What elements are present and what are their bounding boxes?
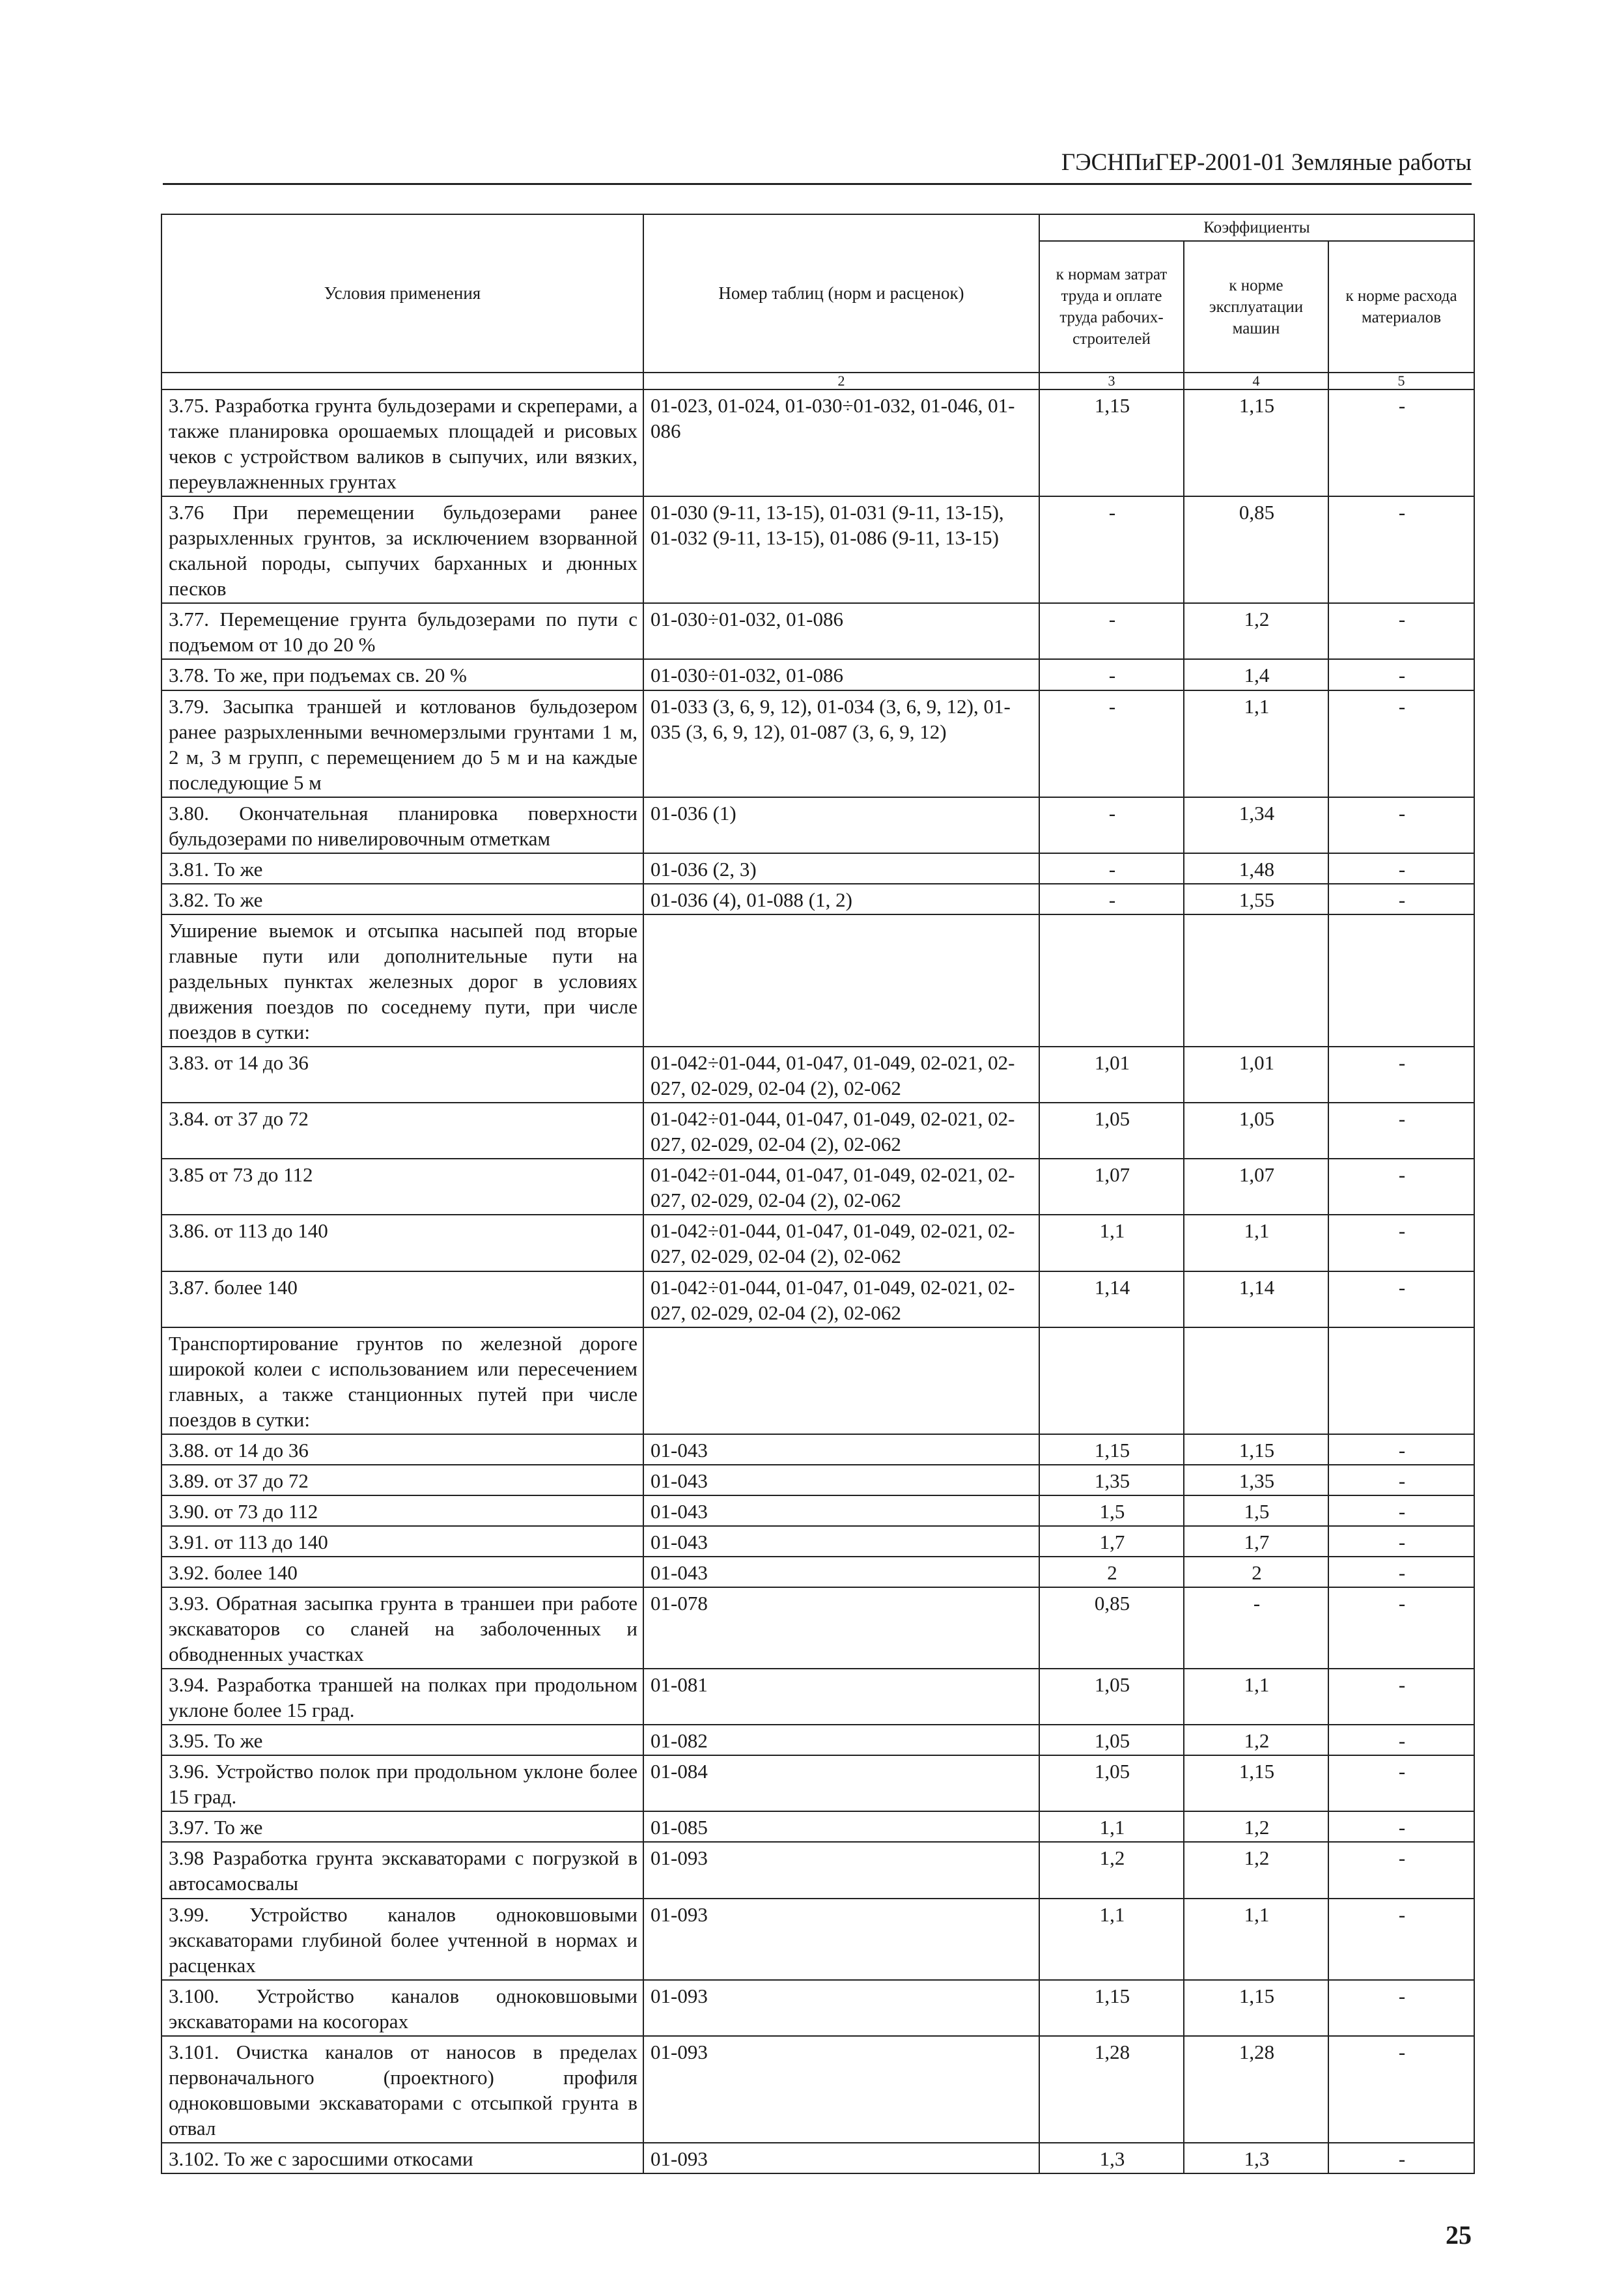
condition-cell: Уширение выемок и отсыпка насыпей под вторые главные пути или дополнительные пути на раздельных пунктах железных дорог в условиях движения поездов по соседнему пути, при числе поездов в сутки: (161, 914, 643, 1047)
machines-coefficient-cell: 1,15 (1184, 389, 1328, 496)
labor-coefficient-cell: 1,07 (1039, 1159, 1184, 1215)
labor-coefficient-cell: 1,05 (1039, 1103, 1184, 1159)
materials-coefficient-cell: - (1328, 1434, 1474, 1465)
table-row (161, 659, 1474, 690)
table-row (161, 1215, 1474, 1271)
table-row (161, 1495, 1474, 1526)
materials-coefficient-cell: - (1328, 690, 1474, 797)
labor-coefficient-cell: 1,3 (1039, 2143, 1184, 2173)
table-row (161, 1465, 1474, 1495)
tables-cell: 01-036 (4), 01-088 (1, 2) (643, 884, 1039, 914)
tables-cell: 01-093 (643, 1842, 1039, 1898)
condition-cell: Транспортирование грунтов по железной дороге широкой колеи с использованием или пересечением главных, а также станционных путей при числе поездов в сутки: (161, 1327, 643, 1434)
table-row (161, 1587, 1474, 1669)
tables-cell: 01-082 (643, 1725, 1039, 1755)
machines-coefficient-cell (1184, 1327, 1328, 1434)
column-numbers-row (161, 373, 1474, 389)
machines-coefficient-cell: 0,85 (1184, 496, 1328, 603)
materials-coefficient-cell: - (1328, 1495, 1474, 1526)
table-row (161, 884, 1474, 914)
materials-coefficient-cell: - (1328, 853, 1474, 884)
tables-cell: 01-081 (643, 1669, 1039, 1725)
column-number: 3 (1039, 373, 1184, 389)
materials-coefficient-cell: - (1328, 1755, 1474, 1811)
materials-coefficient-cell: - (1328, 1980, 1474, 2036)
tables-cell: 01-023, 01-024, 01-030÷01-032, 01-046, 01-086 (643, 389, 1039, 496)
machines-coefficient-cell: 1,14 (1184, 1271, 1328, 1327)
labor-coefficient-cell: - (1039, 690, 1184, 797)
labor-coefficient-cell: 1,35 (1039, 1465, 1184, 1495)
tables-cell (643, 914, 1039, 1047)
machines-coefficient-cell: 1,1 (1184, 1669, 1328, 1725)
condition-cell: 3.93. Обратная засыпка грунта в траншеи при работе экскаваторов со сланей на заболоченных и обводненных участках (161, 1587, 643, 1669)
labor-coefficient-cell: 1,7 (1039, 1526, 1184, 1557)
condition-cell: 3.91. от 113 до 140 (161, 1526, 643, 1557)
labor-coefficient-cell: 0,85 (1039, 1587, 1184, 1669)
materials-coefficient-cell: - (1328, 1587, 1474, 1669)
table-row (161, 1899, 1474, 1980)
table-row (161, 389, 1474, 496)
machines-coefficient-cell: 1,1 (1184, 690, 1328, 797)
condition-cell: 3.87. более 140 (161, 1271, 643, 1327)
materials-coefficient-cell: - (1328, 1526, 1474, 1557)
materials-coefficient-cell: - (1328, 1159, 1474, 1215)
condition-cell: 3.77. Перемещение грунта бульдозерами по пути с подъемом от 10 до 20 % (161, 603, 643, 659)
labor-coefficient-cell: - (1039, 496, 1184, 603)
condition-cell: 3.102. То же с заросшими откосами (161, 2143, 643, 2173)
table-row (161, 1557, 1474, 1587)
materials-coefficient-cell: - (1328, 603, 1474, 659)
labor-coefficient-cell: 1,05 (1039, 1725, 1184, 1755)
tables-cell: 01-033 (3, 6, 9, 12), 01-034 (3, 6, 9, 12), 01-035 (3, 6, 9, 12), 01-087 (3, 6, 9, 12) (643, 690, 1039, 797)
materials-coefficient-cell: - (1328, 2143, 1474, 2173)
labor-coefficient-cell: - (1039, 884, 1184, 914)
labor-coefficient-cell: 1,1 (1039, 1215, 1184, 1271)
table-row (161, 1103, 1474, 1159)
machines-coefficient-cell: 1,2 (1184, 1842, 1328, 1898)
tables-cell: 01-030 (9-11, 13-15), 01-031 (9-11, 13-15), 01-032 (9-11, 13-15), 01-086 (9-11, 13-15) (643, 496, 1039, 603)
machines-coefficient-cell: 2 (1184, 1557, 1328, 1587)
labor-coefficient-cell: 1,05 (1039, 1755, 1184, 1811)
condition-cell: 3.89. от 37 до 72 (161, 1465, 643, 1495)
labor-coefficient-cell: 1,05 (1039, 1669, 1184, 1725)
labor-coefficient-cell: 1,1 (1039, 1899, 1184, 1980)
materials-coefficient-cell: - (1328, 884, 1474, 914)
tables-cell: 01-043 (643, 1526, 1039, 1557)
header-conditions: Условия применения (161, 214, 643, 373)
table-row (161, 690, 1474, 797)
table-row (161, 603, 1474, 659)
materials-coefficient-cell (1328, 1327, 1474, 1434)
condition-cell: 3.76 При перемещении бульдозерами ранее разрыхленных грунтов, за исключением взорванной скальной породы, сыпучих барханных и дюнных песков (161, 496, 643, 603)
labor-coefficient-cell: 1,2 (1039, 1842, 1184, 1898)
condition-cell: 3.78. То же, при подъемах св. 20 % (161, 659, 643, 690)
labor-coefficient-cell: 2 (1039, 1557, 1184, 1587)
condition-cell: 3.99. Устройство каналов одноковшовыми экскаваторами глубиной более учтенной в нормах и расценках (161, 1899, 643, 1980)
coefficients-table (161, 214, 1475, 2174)
materials-coefficient-cell: - (1328, 1047, 1474, 1103)
machines-coefficient-cell: 1,3 (1184, 2143, 1328, 2173)
table-row (161, 1434, 1474, 1465)
tables-cell: 01-030÷01-032, 01-086 (643, 659, 1039, 690)
table-row (161, 1811, 1474, 1842)
header-tables: Номер таблиц (норм и расценок) (643, 214, 1039, 373)
materials-coefficient-cell: - (1328, 797, 1474, 853)
machines-coefficient-cell: 1,07 (1184, 1159, 1328, 1215)
header-materials: к норме расхода материалов (1328, 241, 1474, 373)
table-row (161, 1842, 1474, 1898)
condition-cell: 3.75. Разработка грунта бульдозерами и скреперами, а также планировка орошаемых площадей и рисовых чеков с устройством валиков в сыпучих, или вязких, переувлажненных грунтах (161, 389, 643, 496)
tables-cell: 01-093 (643, 1899, 1039, 1980)
machines-coefficient-cell: 1,2 (1184, 603, 1328, 659)
labor-coefficient-cell: 1,1 (1039, 1811, 1184, 1842)
materials-coefficient-cell: - (1328, 1557, 1474, 1587)
group-heading-row (161, 914, 1474, 1047)
tables-cell: 01-078 (643, 1587, 1039, 1669)
table-row (161, 1669, 1474, 1725)
condition-cell: 3.80. Окончательная планировка поверхности бульдозерами по нивелировочным отметкам (161, 797, 643, 853)
materials-coefficient-cell: - (1328, 1215, 1474, 1271)
table-row (161, 853, 1474, 884)
header-machines: к норме эксплуатации машин (1184, 241, 1328, 373)
condition-cell: 3.86. от 113 до 140 (161, 1215, 643, 1271)
tables-cell: 01-043 (643, 1495, 1039, 1526)
labor-coefficient-cell: - (1039, 659, 1184, 690)
table-row (161, 2036, 1474, 2143)
condition-cell: 3.101. Очистка каналов от наносов в пределах первоначального (проектного) профиля одноковшовыми экскаваторами с отсыпкой грунта в отвал (161, 2036, 643, 2143)
tables-cell: 01-085 (643, 1811, 1039, 1842)
tables-cell: 01-042÷01-044, 01-047, 01-049, 02-021, 02-027, 02-029, 02-04 (2), 02-062 (643, 1159, 1039, 1215)
tables-cell: 01-036 (2, 3) (643, 853, 1039, 884)
table-row (161, 1526, 1474, 1557)
table-row (161, 1159, 1474, 1215)
header-coefficients: Коэффициенты (1039, 214, 1474, 241)
machines-coefficient-cell: 1,15 (1184, 1980, 1328, 2036)
materials-coefficient-cell: - (1328, 389, 1474, 496)
header-labor: к нормам затрат труда и оплате труда рабочих-строителей (1039, 241, 1184, 373)
machines-coefficient-cell: - (1184, 1587, 1328, 1669)
table-row (161, 1271, 1474, 1327)
materials-coefficient-cell: - (1328, 1725, 1474, 1755)
materials-coefficient-cell: - (1328, 1811, 1474, 1842)
machines-coefficient-cell: 1,15 (1184, 1434, 1328, 1465)
materials-coefficient-cell: - (1328, 1669, 1474, 1725)
labor-coefficient-cell: - (1039, 853, 1184, 884)
condition-cell: 3.81. То же (161, 853, 643, 884)
tables-cell: 01-042÷01-044, 01-047, 01-049, 02-021, 02-027, 02-029, 02-04 (2), 02-062 (643, 1215, 1039, 1271)
tables-cell: 01-043 (643, 1557, 1039, 1587)
materials-coefficient-cell: - (1328, 1103, 1474, 1159)
tables-cell: 01-093 (643, 2143, 1039, 2173)
materials-coefficient-cell: - (1328, 1271, 1474, 1327)
table-row (161, 1047, 1474, 1103)
tables-cell: 01-042÷01-044, 01-047, 01-049, 02-021, 02-027, 02-029, 02-04 (2), 02-062 (643, 1047, 1039, 1103)
machines-coefficient-cell: 1,28 (1184, 2036, 1328, 2143)
condition-cell: 3.100. Устройство каналов одноковшовыми экскаваторами на косогорах (161, 1980, 643, 2036)
condition-cell: 3.95. То же (161, 1725, 643, 1755)
condition-cell: 3.79. Засыпка траншей и котлованов бульдозером ранее разрыхленными вечномерзлыми грунтами 1 м, 2 м, 3 м групп, с перемещением до 5 м и на каждые последующие 5 м (161, 690, 643, 797)
machines-coefficient-cell: 1,2 (1184, 1811, 1328, 1842)
table-row (161, 1755, 1474, 1811)
labor-coefficient-cell: 1,15 (1039, 389, 1184, 496)
tables-cell: 01-036 (1) (643, 797, 1039, 853)
condition-cell: 3.82. То же (161, 884, 643, 914)
column-number: 4 (1184, 373, 1328, 389)
table-body (161, 389, 1474, 2173)
table-row (161, 1725, 1474, 1755)
machines-coefficient-cell: 1,35 (1184, 1465, 1328, 1495)
machines-coefficient-cell: 1,2 (1184, 1725, 1328, 1755)
labor-coefficient-cell: - (1039, 603, 1184, 659)
machines-coefficient-cell: 1,48 (1184, 853, 1328, 884)
machines-coefficient-cell: 1,01 (1184, 1047, 1328, 1103)
materials-coefficient-cell: - (1328, 1899, 1474, 1980)
condition-cell: 3.98 Разработка грунта экскаваторами с погрузкой в автосамосвалы (161, 1842, 643, 1898)
machines-coefficient-cell (1184, 914, 1328, 1047)
materials-coefficient-cell: - (1328, 2036, 1474, 2143)
condition-cell: 3.97. То же (161, 1811, 643, 1842)
labor-coefficient-cell: 1,5 (1039, 1495, 1184, 1526)
materials-coefficient-cell: - (1328, 1465, 1474, 1495)
materials-coefficient-cell (1328, 914, 1474, 1047)
machines-coefficient-cell: 1,1 (1184, 1215, 1328, 1271)
tables-cell (643, 1327, 1039, 1434)
machines-coefficient-cell: 1,15 (1184, 1755, 1328, 1811)
machines-coefficient-cell: 1,7 (1184, 1526, 1328, 1557)
labor-coefficient-cell (1039, 914, 1184, 1047)
tables-cell: 01-043 (643, 1434, 1039, 1465)
tables-cell: 01-084 (643, 1755, 1039, 1811)
materials-coefficient-cell: - (1328, 659, 1474, 690)
column-number: 5 (1328, 373, 1474, 389)
condition-cell: 3.88. от 14 до 36 (161, 1434, 643, 1465)
condition-cell: 3.92. более 140 (161, 1557, 643, 1587)
labor-coefficient-cell: 1,15 (1039, 1980, 1184, 2036)
tables-cell: 01-042÷01-044, 01-047, 01-049, 02-021, 02-027, 02-029, 02-04 (2), 02-062 (643, 1103, 1039, 1159)
tables-cell: 01-042÷01-044, 01-047, 01-049, 02-021, 02-027, 02-029, 02-04 (2), 02-062 (643, 1271, 1039, 1327)
labor-coefficient-cell: 1,01 (1039, 1047, 1184, 1103)
condition-cell: 3.84. от 37 до 72 (161, 1103, 643, 1159)
condition-cell: 3.94. Разработка траншей на полках при продольном уклоне более 15 град. (161, 1669, 643, 1725)
page-number: 25 (1446, 2220, 1472, 2250)
table-row (161, 797, 1474, 853)
condition-cell: 3.90. от 73 до 112 (161, 1495, 643, 1526)
machines-coefficient-cell: 1,34 (1184, 797, 1328, 853)
condition-cell: 3.83. от 14 до 36 (161, 1047, 643, 1103)
labor-coefficient-cell: 1,28 (1039, 2036, 1184, 2143)
condition-cell: 3.96. Устройство полок при продольном уклоне более 15 град. (161, 1755, 643, 1811)
column-number (161, 373, 643, 389)
running-header: ГЭСНПиГЕР-2001-01 Земляные работы (163, 148, 1472, 185)
group-heading-row (161, 1327, 1474, 1434)
labor-coefficient-cell: 1,15 (1039, 1434, 1184, 1465)
table-row (161, 496, 1474, 603)
machines-coefficient-cell: 1,05 (1184, 1103, 1328, 1159)
table-row (161, 1980, 1474, 2036)
labor-coefficient-cell: 1,14 (1039, 1271, 1184, 1327)
machines-coefficient-cell: 1,4 (1184, 659, 1328, 690)
machines-coefficient-cell: 1,5 (1184, 1495, 1328, 1526)
condition-cell: 3.85 от 73 до 112 (161, 1159, 643, 1215)
labor-coefficient-cell (1039, 1327, 1184, 1434)
column-number: 2 (643, 373, 1039, 389)
tables-cell: 01-030÷01-032, 01-086 (643, 603, 1039, 659)
materials-coefficient-cell: - (1328, 496, 1474, 603)
tables-cell: 01-093 (643, 1980, 1039, 2036)
tables-cell: 01-043 (643, 1465, 1039, 1495)
tables-cell: 01-093 (643, 2036, 1039, 2143)
table-row (161, 2143, 1474, 2173)
labor-coefficient-cell: - (1039, 797, 1184, 853)
machines-coefficient-cell: 1,1 (1184, 1899, 1328, 1980)
materials-coefficient-cell: - (1328, 1842, 1474, 1898)
machines-coefficient-cell: 1,55 (1184, 884, 1328, 914)
